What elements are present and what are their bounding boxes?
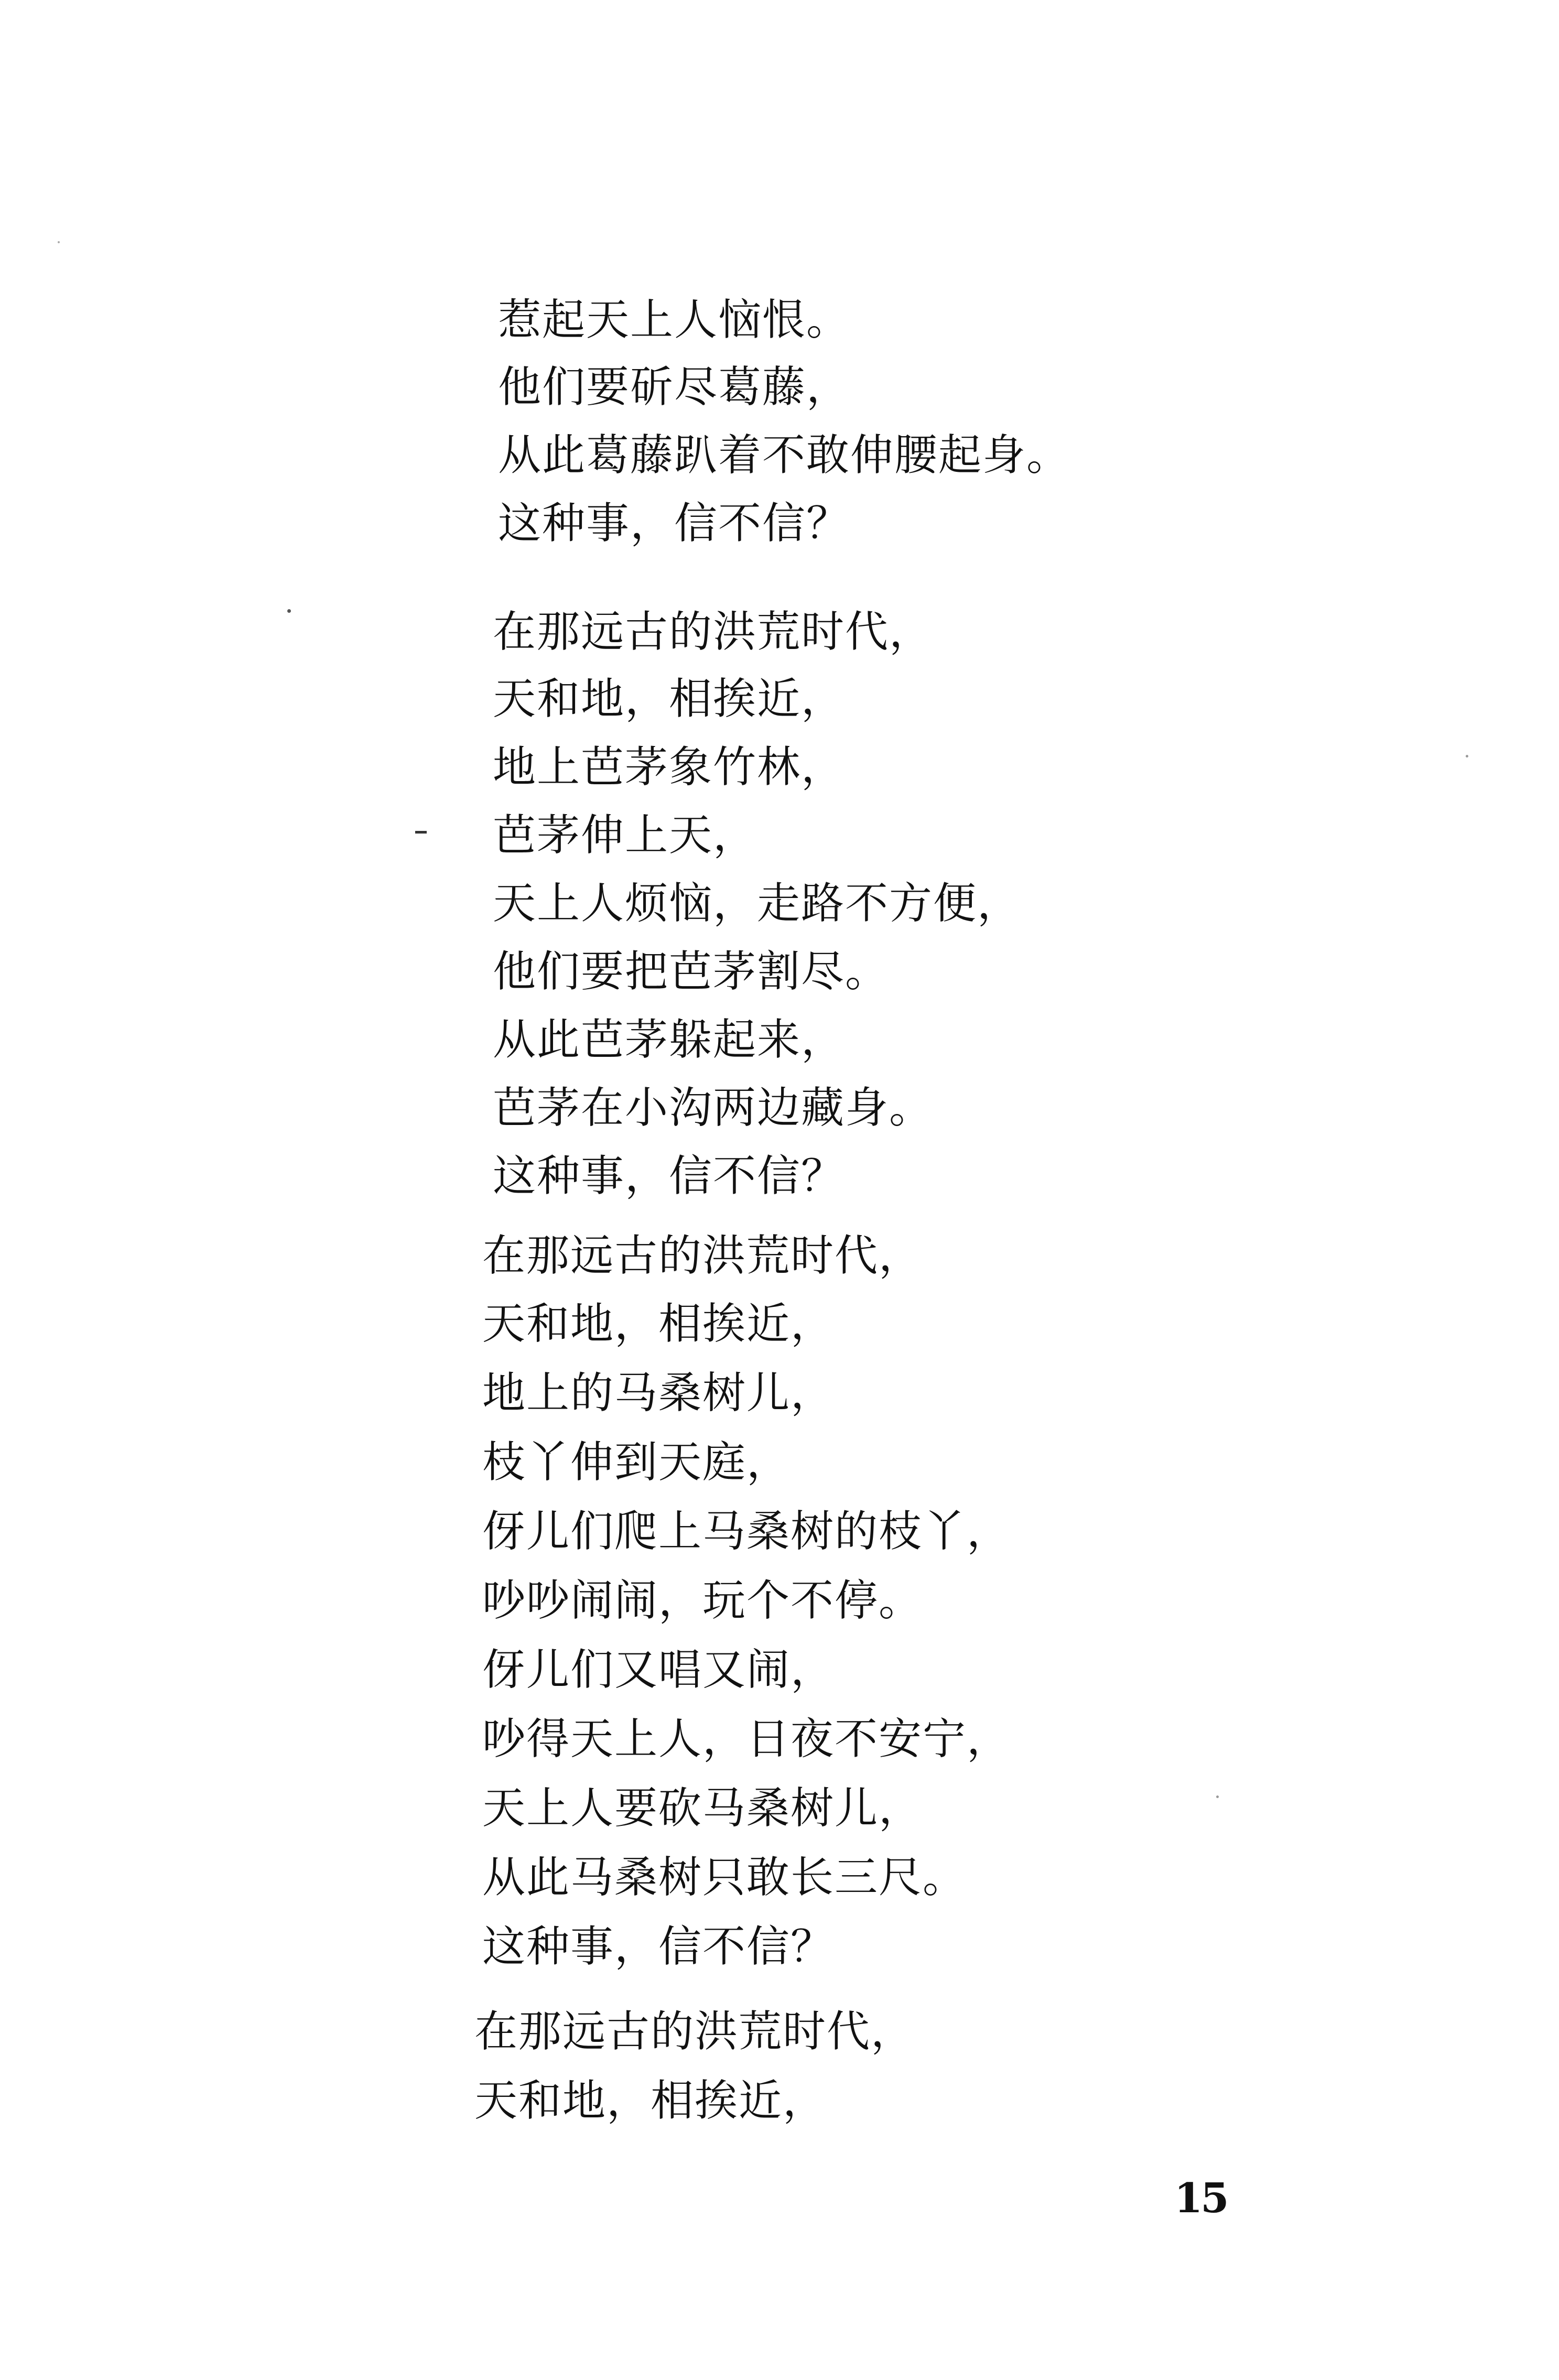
poem-line: 伢儿们爬上马桑树的枝丫， <box>482 1507 1011 1556</box>
poem-line: 这种事，信不信？ <box>498 499 851 548</box>
scan-speck <box>58 241 60 243</box>
poem-line: 枝丫伸到天庭， <box>482 1437 791 1487</box>
poem-line: 天上人要砍马桑树儿， <box>482 1783 923 1833</box>
poem-line: 在那远古的洪荒时代， <box>493 607 934 657</box>
poem-line: 天上人烦恼，走路不方便， <box>493 879 1022 928</box>
poem-line: 伢儿们又唱又闹， <box>482 1645 835 1695</box>
poem-line: 这种事，信不信？ <box>482 1922 835 1972</box>
poem-line: 芭茅在小沟两边藏身。 <box>493 1083 934 1133</box>
scan-speck <box>1466 755 1468 758</box>
poem-line: 吵得天上人，日夜不安宁， <box>482 1714 1011 1764</box>
poem-line: 地上的马桑树儿， <box>482 1368 835 1418</box>
poem-line: 天和地，相挨近， <box>493 674 846 724</box>
poem-line: 从此芭茅躲起来， <box>493 1015 846 1065</box>
poem-line: 他们要斫尽葛藤， <box>498 362 851 412</box>
poem-line: 天和地，相挨近， <box>482 1299 835 1349</box>
scan-mark <box>415 831 427 834</box>
page-number: 15 <box>1174 2175 1227 2222</box>
scan-speck <box>1216 1795 1219 1798</box>
poem-line: 芭茅伸上天， <box>493 810 757 860</box>
poem-line: 从此马桑树只敢长三尺。 <box>482 1853 967 1902</box>
poem-line: 惹起天上人恼恨。 <box>498 295 851 345</box>
poem-line: 在那远古的洪荒时代， <box>482 1231 923 1281</box>
poem-line: 从此葛藤趴着不敢伸腰起身。 <box>498 430 1071 480</box>
poem-line: 他们要把芭茅割尽。 <box>493 947 890 997</box>
scan-speck <box>287 609 291 613</box>
poem-line: 吵吵闹闹，玩个不停。 <box>482 1576 923 1626</box>
poem-line: 天和地，相挨近， <box>474 2076 827 2126</box>
poem-line: 地上芭茅象竹林， <box>493 742 846 792</box>
poem-line: 这种事，信不信？ <box>493 1151 846 1201</box>
poem-line: 在那远古的洪荒时代， <box>474 2007 915 2057</box>
